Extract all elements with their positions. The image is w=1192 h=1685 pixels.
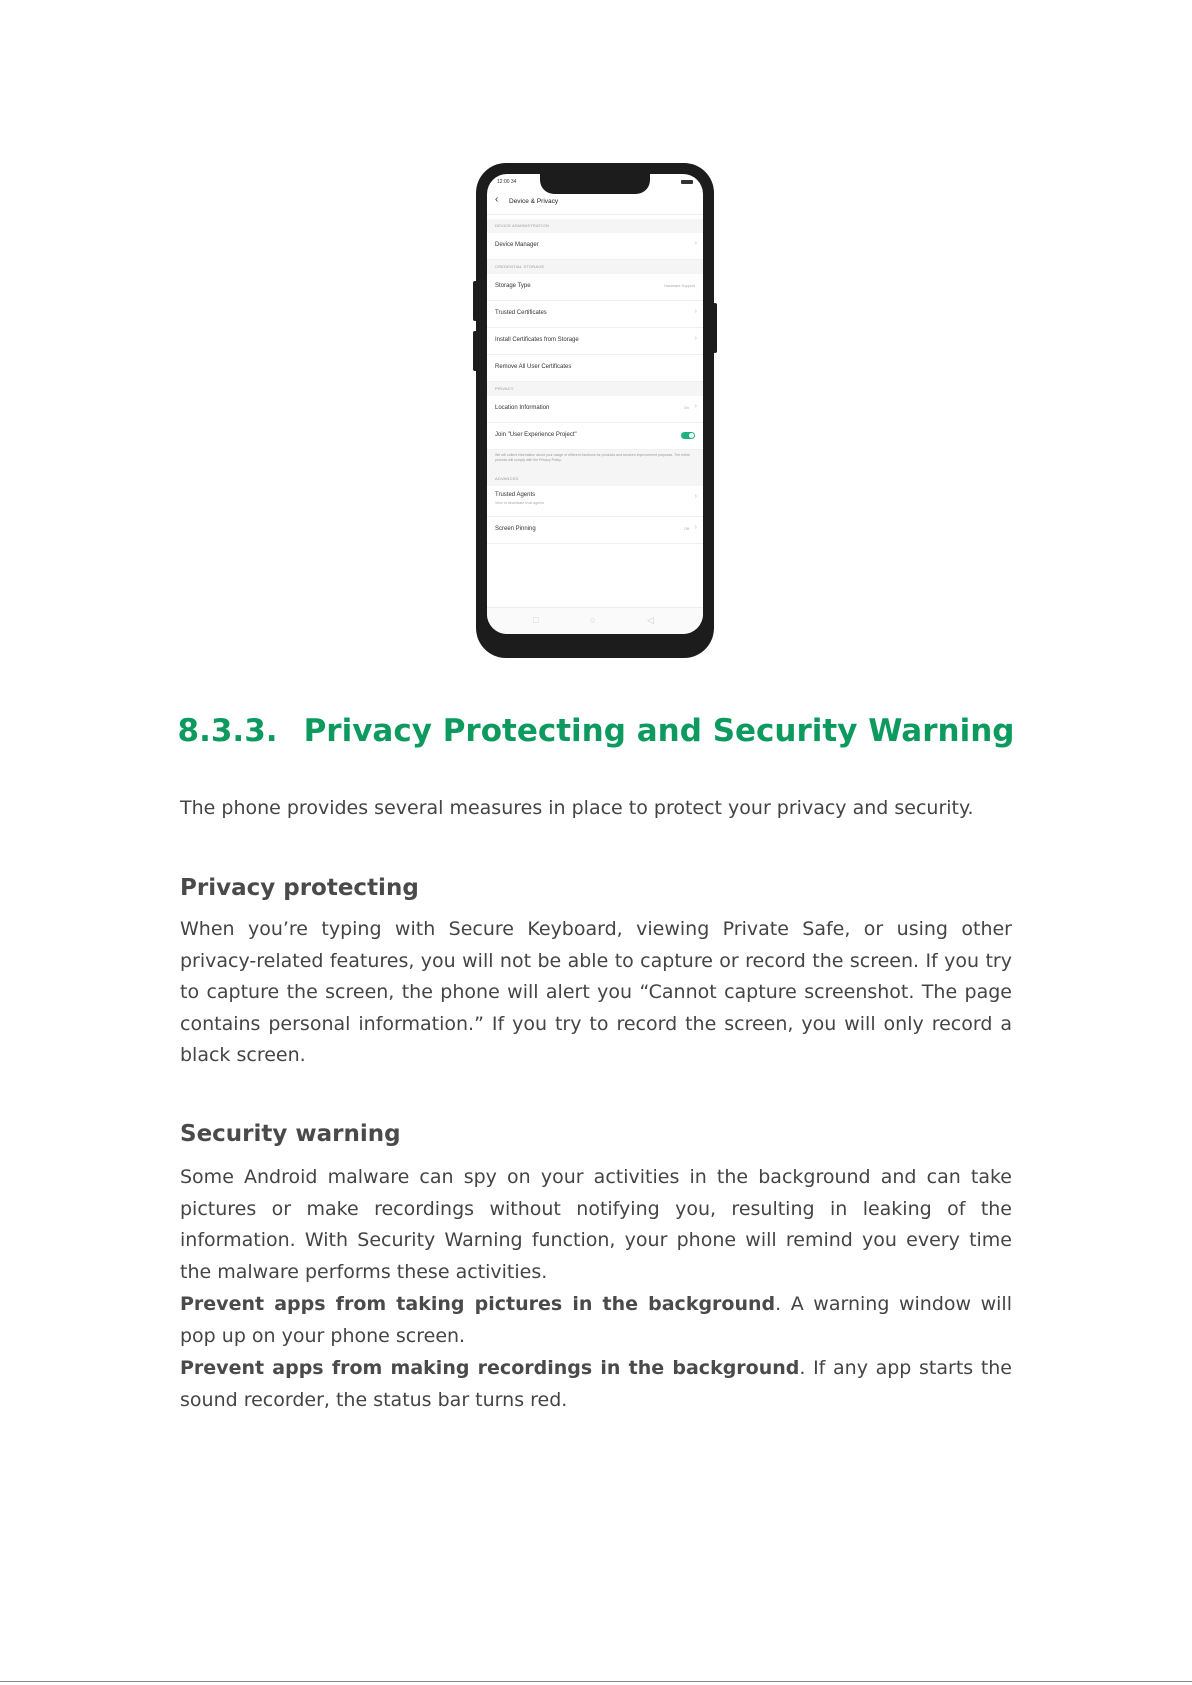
- camera-notch: [540, 174, 650, 194]
- row-value: Off: [684, 527, 689, 531]
- row-label: Trusted Certificates: [495, 310, 547, 316]
- footer-rule: [0, 1681, 1192, 1682]
- row-label: Storage Type: [495, 283, 531, 289]
- ux-toggle-switch[interactable]: [681, 432, 695, 439]
- row-remove-certificates[interactable]: [487, 355, 703, 382]
- row-device-manager[interactable]: [487, 233, 703, 260]
- section-number: 8.3.3.: [177, 713, 278, 749]
- pictures-text: . A warning window will pop up on your phone screen.: [180, 1293, 1012, 1347]
- section-device-admin: DEVICE ADMINISTRATION: [487, 219, 703, 233]
- intro-paragraph: The phone provides several measures in place to protect your privacy and security.: [180, 797, 974, 819]
- nav-bar: [487, 607, 703, 634]
- row-label: Install Certificates from Storage: [495, 337, 579, 343]
- row-label: Remove All User Certificates: [495, 364, 572, 370]
- chevron-right-icon: ›: [694, 493, 697, 500]
- row-sublabel: View or deactivate trust agents: [495, 501, 545, 505]
- status-time: 12:00 34: [497, 179, 517, 185]
- pictures-paragraph: [180, 1289, 1012, 1352]
- security-heading: Security warning: [180, 1121, 401, 1147]
- ux-description: We will collect information about your usage of different functions for products and services improvement purposes. The entire process will comply with the Privacy Policy.: [487, 450, 703, 472]
- back-arrow-icon[interactable]: ‹: [495, 194, 499, 205]
- row-install-certificates[interactable]: [487, 328, 703, 355]
- section-heading: [0, 713, 1192, 749]
- battery-icon: [681, 180, 693, 184]
- section-privacy: PRIVACY: [487, 382, 703, 396]
- row-join-ux: [487, 423, 703, 450]
- chevron-right-icon: ›: [694, 240, 697, 247]
- row-label: Trusted Agents: [495, 492, 536, 498]
- recents-icon[interactable]: □: [533, 615, 539, 625]
- home-icon[interactable]: ○: [590, 615, 596, 625]
- row-label: Join "User Experience Project": [495, 432, 577, 438]
- power-button: [713, 303, 717, 353]
- row-value: Hardware Support: [664, 284, 695, 288]
- recordings-bold: Prevent apps from making recordings in the background: [180, 1357, 800, 1379]
- privacy-paragraph: When you’re typing with Secure Keyboard, viewing Private Safe, or using other privacy-related features, you will not be able to capture or record the screen. If you try to capture the screen, the phone will alert you “Cannot capture screenshot. The page contains personal information.” If you try to record the screen, you will only record a black screen.: [180, 918, 1012, 1066]
- row-label: Location Information: [495, 405, 550, 411]
- screen-title: Device & Privacy: [509, 198, 559, 205]
- section-title: Privacy Protecting and Security Warning: [303, 713, 1015, 749]
- row-trusted-certificates[interactable]: [487, 301, 703, 328]
- chevron-right-icon: ›: [694, 335, 697, 342]
- recordings-paragraph: [180, 1353, 1012, 1416]
- chevron-right-icon: ›: [694, 524, 697, 531]
- volume-down-button: [473, 331, 477, 371]
- security-paragraph: Some Android malware can spy on your activities in the background and can take pictures or make recordings without notifying you, resulting in leaking of the information. With Security Warning function, your phone will remind you every time the malware performs these activities.: [180, 1166, 1012, 1283]
- volume-up-button: [473, 281, 477, 321]
- back-icon[interactable]: ◁: [647, 615, 654, 625]
- chevron-right-icon: ›: [694, 403, 697, 410]
- chevron-right-icon: ›: [694, 308, 697, 315]
- phone-image: [476, 163, 714, 658]
- section-advanced: ADVANCED: [487, 472, 703, 486]
- row-label: Device Manager: [495, 242, 539, 248]
- privacy-heading: Privacy protecting: [180, 875, 419, 901]
- row-location-information[interactable]: [487, 396, 703, 423]
- row-screen-pinning[interactable]: [487, 517, 703, 544]
- phone-screen: [487, 174, 703, 634]
- row-trusted-agents[interactable]: [487, 486, 703, 517]
- app-bar: [487, 192, 703, 215]
- row-storage-type[interactable]: [487, 274, 703, 301]
- section-credential-storage: CREDENTIAL STORAGE: [487, 260, 703, 274]
- pictures-bold: Prevent apps from taking pictures in the background: [180, 1293, 776, 1315]
- row-value: On: [683, 406, 689, 410]
- row-label: Screen Pinning: [495, 526, 536, 532]
- settings-list: [487, 219, 703, 544]
- recordings-text: . If any app starts the sound recorder, the status bar turns red.: [180, 1357, 1013, 1411]
